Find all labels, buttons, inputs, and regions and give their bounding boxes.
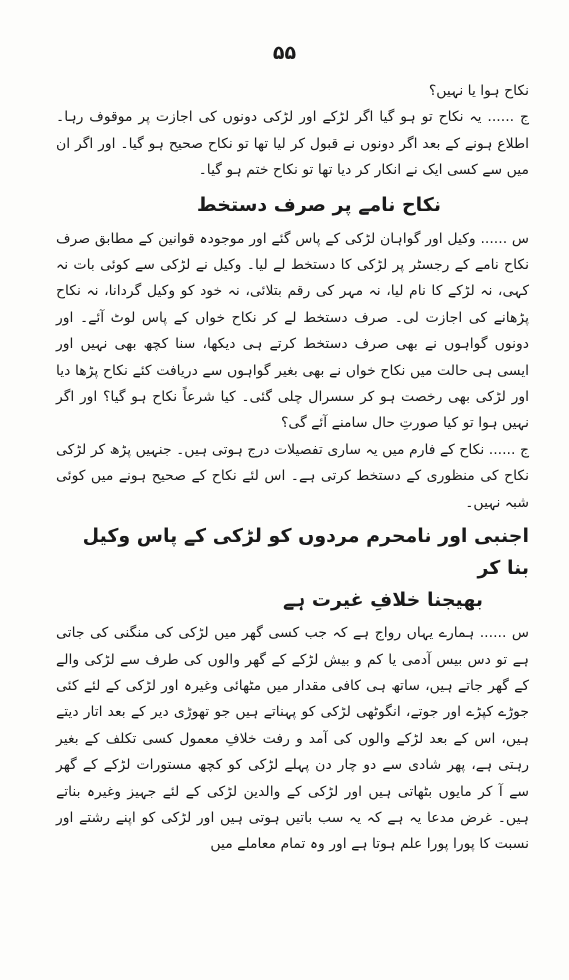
page-number: ۵۵ <box>272 42 297 64</box>
answer-paragraph-1: ج ...... یہ نکاح تو ہو گیا اگر لڑکے اور لڑکی دونوں کی اجازت پر موقوف رہا۔ اطلاع ہونے کے بعد اگر دونوں نے قبول کر لیا تھا تو نکاح صحیح ہو گیا۔ اور اگر ان میں سے کسی ایک نے انکار کر دیا تھا تو نکاح ختم ہو گیا۔ <box>56 109 529 179</box>
page-content <box>56 78 529 858</box>
section-heading-wakeel-line1: اجنبی اور نامحرم مردوں کو لڑکی کے پاس وکیل بنا کر <box>82 525 529 580</box>
section-heading-wakeel-line2: بھیجنا خلافِ غیرت ہے <box>283 589 483 612</box>
section-heading-wakeel <box>56 520 529 616</box>
question-paragraph-3: س ...... ہمارے یہاں رواج ہے کہ جب کسی گھر میں لڑکی کی منگنی کی جاتی ہے تو دس بیس آدمی یا کم و بیش لڑکے کے گھر والوں کی طرف سے لڑکی والے کے گھر جاتے ہیں، ساتھ ہی کافی مقدار میں مٹھائی وغیرہ اور لڑکی کے لئے کئی جوڑے کپڑے اور جوتے، انگوٹھی لڑکی کو پہناتے ہیں جو تھوڑی دیر کے بعد اتار دیتے ہیں، اس کے بعد لڑکے والوں کی آمد و رفت خلافِ معمول کسی تکلف کے بغیر رہتی ہے، پھر شادی سے دو چار دن پہلے لڑکی کو کچھ مستورات لڑکے کے گھر سے آ کر مایوں بٹھاتی ہیں اور لڑکی کے والدین لڑکی کے لئے جہیز وغیرہ بناتے ہیں۔ غرض مدعا یہ ہے کہ یہ سب باتیں ہوتی ہیں اور لڑکی کو اپنے رشتے اور نسبت کا پورا پورا علم ہوتا ہے اور وہ تمام معاملے میں <box>56 625 529 853</box>
question-paragraph-2: س ...... وکیل اور گواہان لڑکی کے پاس گئے اور موجودہ قوانین کے مطابق صرف نکاح نامے کے رجسٹر پر لڑکی کا دستخط لے لیا۔ وکیل نے لڑکی سے کوئی بات نہ کہی، نہ لڑکے کا نام لیا، نہ مہر کی رقم بتلائی، نہ خود کو وکیل گردانا، نہ نکاح پڑھانے کی اجازت لی۔ صرف دستخط لے کر نکاح خواں کے پاس لوٹ آئے۔ اور دونوں گواہوں نے بھی صرف دستخط کرتے ہی دیکھا، سنا کچھ بھی نہیں اور ایسی ہی حالت میں نکاح خواں نے بھی بغیر گواہوں سے دریافت کئے نکاح پڑھا دیا اور لڑکی بھی رخصت ہو کر سسرال چلی گئی۔ کیا شرعاً نکاح ہو گیا؟ اور اگر نہیں ہوا تو کیا صورتِ حال سامنے آئے گی؟ <box>56 230 529 432</box>
question-continuation: نکاح ہوا یا نہیں؟ <box>428 83 529 99</box>
section-heading-nikah-nama: نکاح نامے پر صرف دستخط <box>196 193 441 216</box>
answer-paragraph-2: ج ...... نکاح کے فارم میں یہ ساری تفصیلات درج ہوتی ہیں۔ جنہیں پڑھ کر لڑکی نکاح کی منظوری کے دستخط کرتی ہے۔ اس لئے نکاح کے صحیح ہونے میں کوئی شبہ نہیں۔ <box>56 441 529 511</box>
